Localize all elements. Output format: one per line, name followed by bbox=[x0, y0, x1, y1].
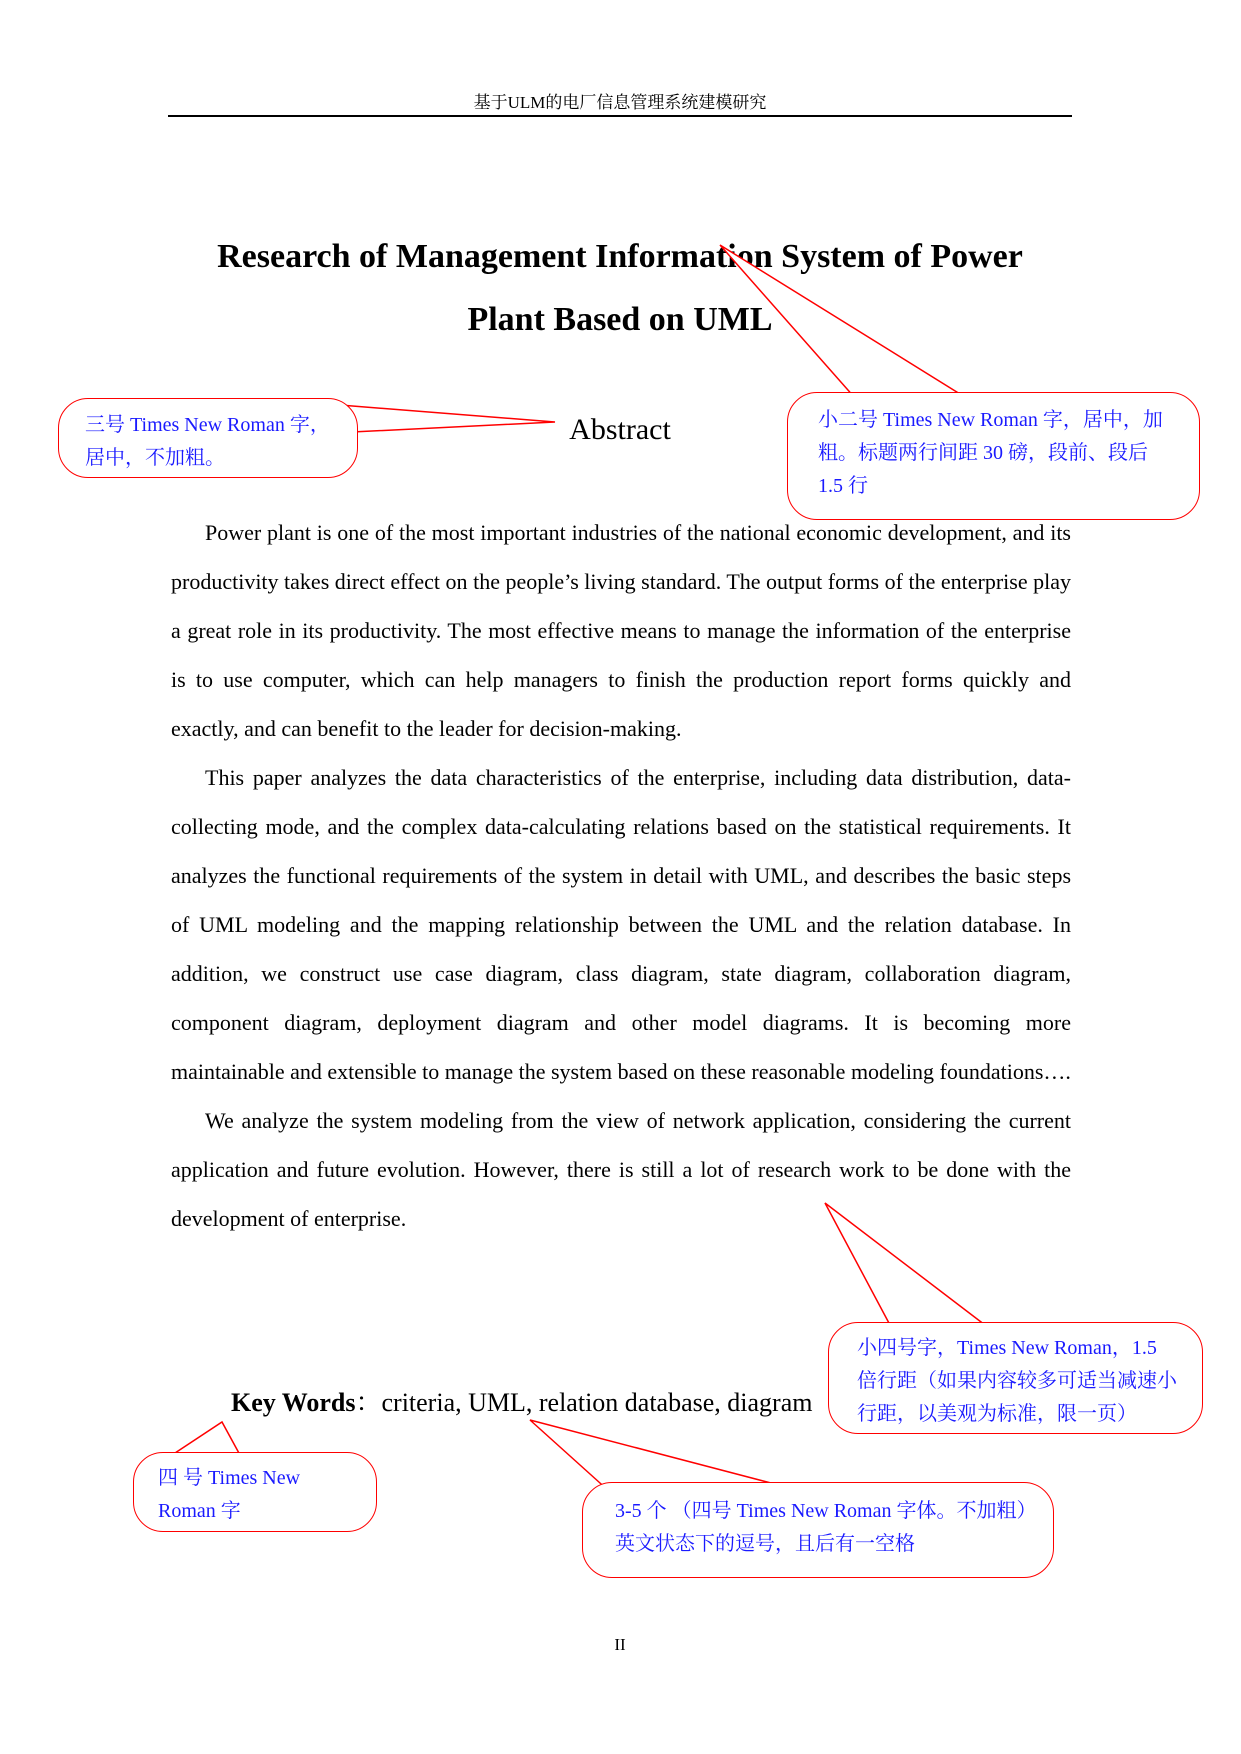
callout-keyword-list-format-text: 3-5 个 （四号 Times New Roman 字体。不加粗）英文状态下的逗号，且后有一空格 bbox=[615, 1500, 1027, 1555]
keywords-label: Key Words bbox=[231, 1388, 356, 1417]
callout-body-format bbox=[828, 1322, 1203, 1434]
abstract-heading: Abstract bbox=[569, 413, 671, 446]
callout-body-format-text: 小四号字，Times New Roman，1.5 倍行距（如果内容较多可适当减速小行距，以美观为标准，限一页） bbox=[857, 1337, 1177, 1425]
leader-body-note bbox=[825, 1203, 985, 1325]
keywords-text: criteria, UML, relation database, diagram bbox=[381, 1388, 813, 1417]
abstract-paragraph-3: We analyze the system modeling from the view of network application, considering the current application and future evolution. However, there is still a lot of research work to be done with the development of enterprise. bbox=[171, 1108, 1071, 1231]
leader-abstract-note bbox=[340, 405, 555, 432]
callout-keyword-label-format bbox=[133, 1452, 377, 1532]
callout-keyword-list-format bbox=[582, 1482, 1054, 1578]
callout-abstract-format bbox=[58, 398, 358, 478]
page-number: II bbox=[614, 1635, 626, 1654]
callout-keyword-label-format-text: 四 号 Times New Roman 字 bbox=[158, 1467, 301, 1522]
leader-keyword-label-note bbox=[172, 1422, 240, 1455]
abstract-paragraph-2: This paper analyzes the data characteristics of the enterprise, including data distribution, data-collecting mode, and the complex data-calculating relations based on the statistical requirements. It analyzes the functional requirements of the system in detail with UML, and describes the basic steps of UML modeling and the mapping relationship between the UML and the relation database. In addition, we construct use case diagram, class diagram, state diagram, collaboration diagram, component diagram, deployment diagram and other model diagrams. It is becoming more maintainable and extensible to manage the system based on these reasonable modeling foundations…. bbox=[171, 765, 1071, 1084]
keywords-separator: ： bbox=[355, 1388, 382, 1417]
callout-abstract-format-text: 三号 Times New Roman 字，居中，不加粗。 bbox=[85, 414, 330, 469]
paper-title-line-1: Research of Management Information System of Power bbox=[217, 238, 1023, 275]
callout-title-format bbox=[787, 392, 1200, 520]
abstract-paragraph-1: Power plant is one of the most important industries of the national economic development, and its productivity takes direct effect on the people’s living standard. The output forms of the enterprise play a great role in its productivity. The most effective means to manage the information of the enterprise is to use computer, which can help managers to finish the production report forms quickly and exactly, and can benefit to the leader for decision-making. bbox=[171, 520, 1071, 741]
running-header: 基于ULM的电厂信息管理系统建模研究 bbox=[473, 93, 767, 112]
paper-title-line-2: Plant Based on UML bbox=[467, 301, 773, 338]
callout-title-format-text: 小二号 Times New Roman 字，居中，加粗。标题两行间距 30 磅，段前、段后 1.5 行 bbox=[818, 409, 1163, 497]
leader-title-note bbox=[720, 245, 960, 398]
